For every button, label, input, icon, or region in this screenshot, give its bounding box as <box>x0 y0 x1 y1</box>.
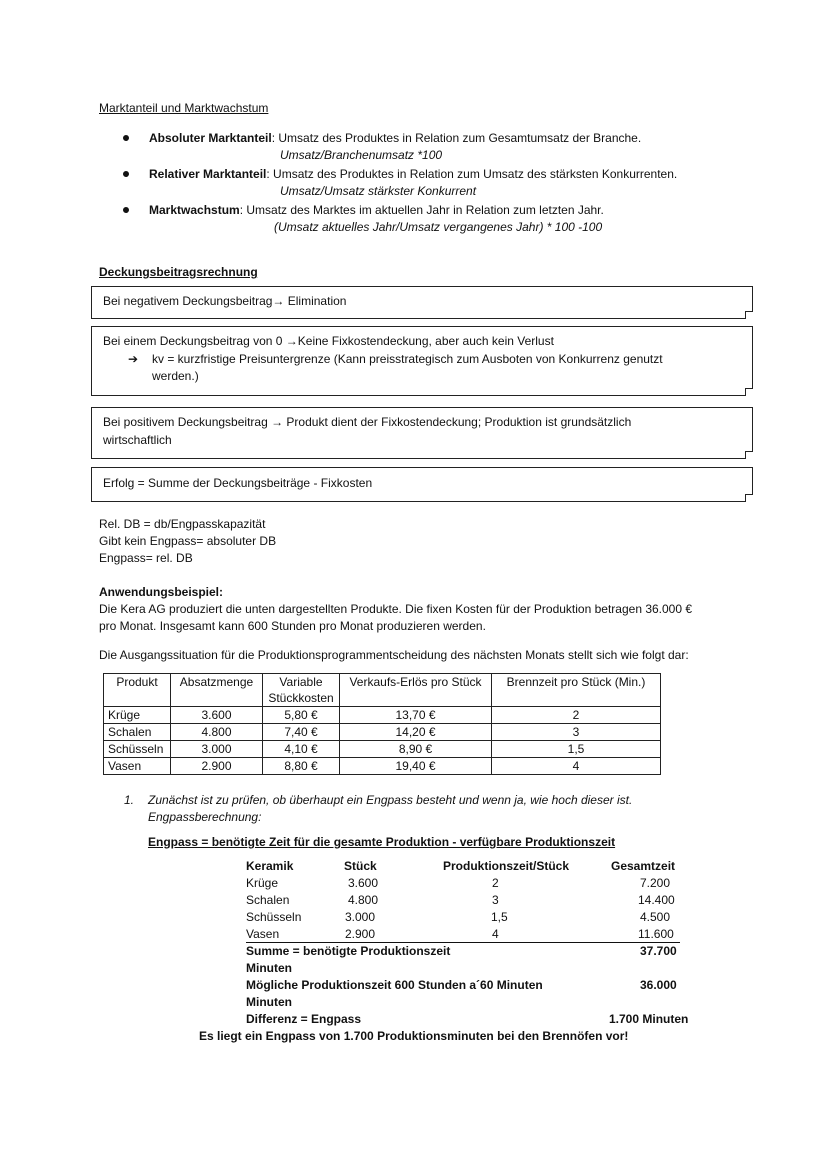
calc-cell: Schüsseln <box>246 910 302 924</box>
calc-cell: 3 <box>492 893 499 907</box>
calc-cell: 4 <box>492 927 499 941</box>
note-box-zero <box>91 326 753 396</box>
calc-cell: 2 <box>492 876 499 890</box>
formula: Umsatz/Umsatz stärkster Konkurrent <box>280 184 477 198</box>
table-cell: 13,70 € <box>340 707 492 724</box>
column-header: Produkt <box>104 674 171 707</box>
calc-cell: 3.600 <box>348 876 379 890</box>
note-text: Bei positivem Deckungsbeitrag → Produkt dient der Fixkostendeckung; Produktion ist grundsätzlich <box>103 415 632 429</box>
calc-cell: 4.500 <box>640 910 671 924</box>
calc-cell: 14.400 <box>638 893 675 907</box>
bullet-icon <box>123 171 129 177</box>
header-line: Stückkosten <box>268 691 334 705</box>
table-cell: 7,40 € <box>263 724 340 741</box>
table-row <box>104 741 661 758</box>
task-text: Engpassberechnung: <box>148 810 262 824</box>
table-row <box>104 707 661 724</box>
possible-label: Mögliche Produktionszeit 600 Stunden a´60 Minuten <box>246 978 543 992</box>
table-row <box>104 758 661 775</box>
table-cell: 1,5 <box>492 741 661 758</box>
table-row <box>104 724 661 741</box>
task-number: 1. <box>124 793 135 807</box>
table-cell: 4 <box>492 758 661 775</box>
table-cell: 2.900 <box>171 758 263 775</box>
list-item-absoluter <box>149 131 641 145</box>
calc-header: Keramik <box>246 859 294 873</box>
table-cell: 5,80 € <box>263 707 340 724</box>
note-text: werden.) <box>152 369 199 383</box>
example-heading: Anwendungsbeispiel: <box>99 585 224 599</box>
product-table <box>103 673 661 775</box>
section-heading-deckungsbeitrag: Deckungsbeitragsrechnung <box>99 265 258 279</box>
difference-value: 1.700 Minuten <box>609 1012 689 1026</box>
table-cell: 3.000 <box>171 741 263 758</box>
example-text: Die Ausgangssituation für die Produktionsprogrammentscheidung des nächsten Monats stellt sich wie folgt dar: <box>99 648 689 662</box>
example-text: pro Monat. Insgesamt kann 600 Stunden pro Monat produzieren werden. <box>99 619 486 633</box>
bullet-icon <box>123 207 129 213</box>
sum-value: 37.700 <box>640 944 677 958</box>
possible-label: Minuten <box>246 995 292 1009</box>
list-item-relativer <box>149 167 677 181</box>
table-header-row <box>104 674 661 707</box>
example-text: Die Kera AG produziert die unten dargestellten Produkte. Die fixen Kosten für der Produktion betragen 36.000 € <box>99 602 693 616</box>
difference-label: Differenz = Engpass <box>246 1012 362 1026</box>
table-cell: 14,20 € <box>340 724 492 741</box>
table-cell: 19,40 € <box>340 758 492 775</box>
column-header: Verkaufs-Erlös pro Stück <box>340 674 492 707</box>
conclusion: Es liegt ein Engpass von 1.700 Produktionsminuten bei den Brennöfen vor! <box>199 1029 629 1043</box>
note-text: Bei einem Deckungsbeitrag von 0 →Keine Fixkostendeckung, aber auch kein Verlust <box>103 334 554 348</box>
list-item-marktwachstum <box>149 203 604 217</box>
note-line: Gibt kein Engpass= absoluter DB <box>99 534 277 548</box>
column-header <box>263 674 340 707</box>
section-heading-marktanteil: Marktanteil und Marktwachstum <box>99 101 269 115</box>
definition: : Umsatz des Produktes in Relation zum Umsatz des stärksten Konkurrenten. <box>266 167 678 181</box>
formula: (Umsatz aktuelles Jahr/Umsatz vergangenes Jahr) * 100 -100 <box>274 220 603 234</box>
bullet-icon <box>123 135 129 141</box>
table-cell: 4.800 <box>171 724 263 741</box>
calc-header: Produktionszeit/Stück <box>443 859 570 873</box>
calc-header: Stück <box>344 859 377 873</box>
calc-cell: 3.000 <box>345 910 376 924</box>
note-text: kv = kurzfristige Preisuntergrenze (Kann preisstrategisch zum Ausboten von Konkurrenz genutzt <box>152 352 663 366</box>
header-line: Variable <box>279 675 323 689</box>
table-cell: 8,80 € <box>263 758 340 775</box>
table-cell: Vasen <box>104 758 171 775</box>
term: Absoluter Marktanteil <box>149 131 272 145</box>
table-cell: 8,90 € <box>340 741 492 758</box>
calc-cell: 7.200 <box>640 876 671 890</box>
sum-divider <box>246 942 680 943</box>
calc-cell: Schalen <box>246 893 290 907</box>
note-text: Erfolg = Summe der Deckungsbeiträge - Fixkosten <box>103 476 373 490</box>
calc-cell: 1,5 <box>491 910 508 924</box>
column-header: Brennzeit pro Stück (Min.) <box>492 674 661 707</box>
term: Marktwachstum <box>149 203 240 217</box>
sum-label: Summe = benötigte Produktionszeit <box>246 944 451 958</box>
table-cell: 3 <box>492 724 661 741</box>
table-cell: 2 <box>492 707 661 724</box>
formula: Umsatz/Branchenumsatz *100 <box>280 148 443 162</box>
arrow-icon: ➔ <box>128 352 139 366</box>
definition: : Umsatz des Marktes im aktuellen Jahr in Relation zum letzten Jahr. <box>239 203 604 217</box>
note-text: Bei negativem Deckungsbeitrag→ Elimination <box>103 294 347 308</box>
calc-cell: 2.900 <box>345 927 376 941</box>
calc-cell: Krüge <box>246 876 279 890</box>
note-box-negative <box>91 286 753 319</box>
engpass-formula: Engpass = benötigte Zeit für die gesamte Produktion - verfügbare Produktionszeit <box>148 835 616 849</box>
note-box-erfolg <box>91 467 753 502</box>
table-cell: Schüsseln <box>104 741 171 758</box>
task-text: Zunächst ist zu prüfen, ob überhaupt ein Engpass besteht und wenn ja, wie hoch dieser ist. <box>148 793 633 807</box>
note-line: Engpass= rel. DB <box>99 551 193 565</box>
table-cell: Schalen <box>104 724 171 741</box>
note-line: Rel. DB = db/Engpasskapazität <box>99 517 266 531</box>
definition: : Umsatz des Produktes in Relation zum Gesamtumsatz der Branche. <box>271 131 642 145</box>
column-header: Absatzmenge <box>171 674 263 707</box>
calc-cell: 11.600 <box>638 927 674 941</box>
calc-cell: Vasen <box>246 927 280 941</box>
table-cell: 3.600 <box>171 707 263 724</box>
sum-label: Minuten <box>246 961 292 975</box>
calc-cell: 4.800 <box>348 893 379 907</box>
note-text: wirtschaftlich <box>103 433 172 447</box>
table-cell: 4,10 € <box>263 741 340 758</box>
calc-header: Gesamtzeit <box>611 859 676 873</box>
term: Relativer Marktanteil <box>149 167 267 181</box>
possible-value: 36.000 <box>640 978 677 992</box>
note-box-positive <box>91 407 753 459</box>
table-cell: Krüge <box>104 707 171 724</box>
